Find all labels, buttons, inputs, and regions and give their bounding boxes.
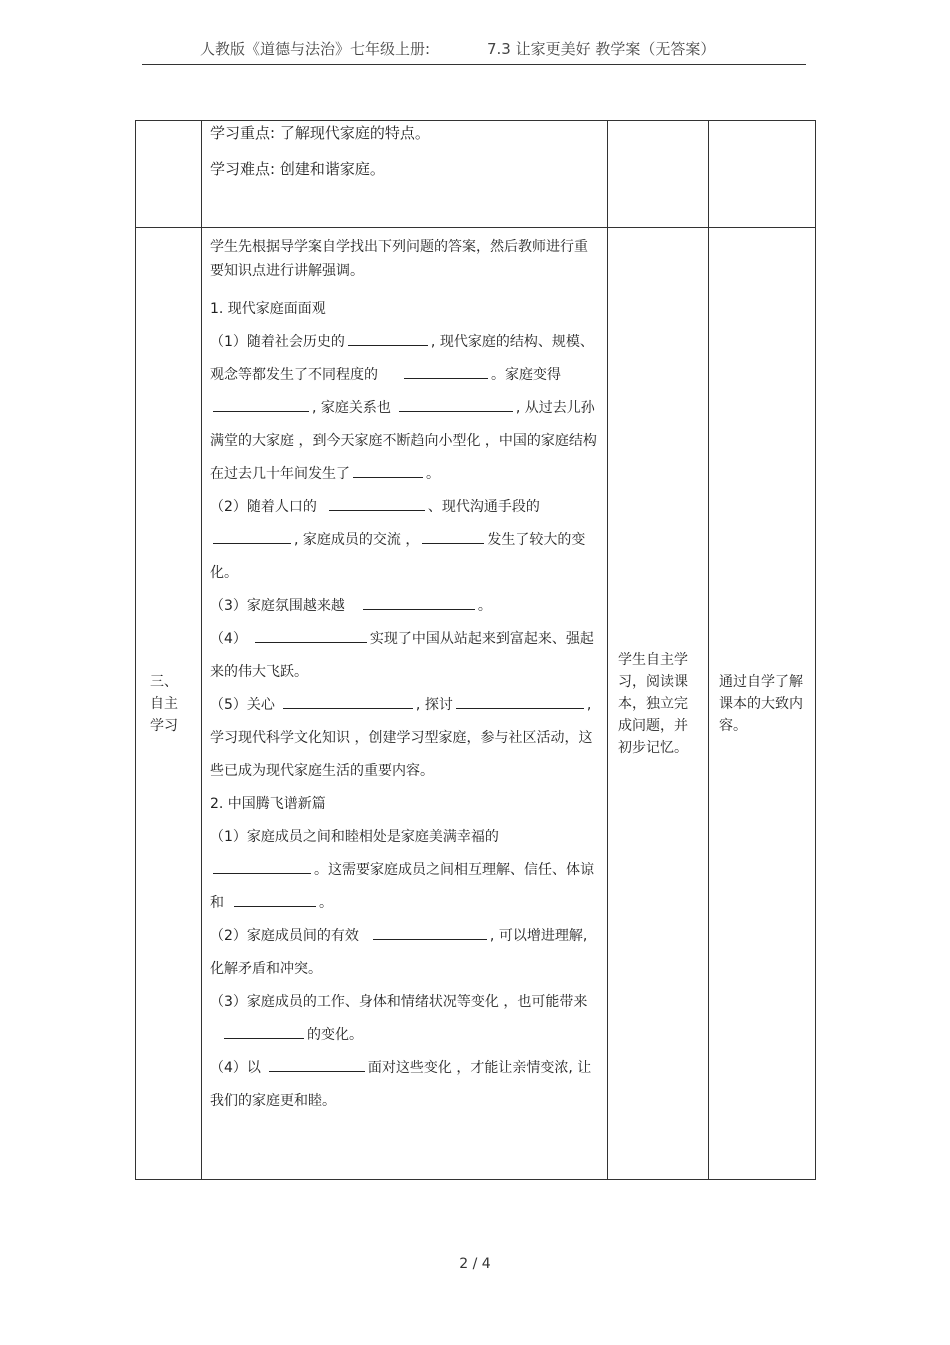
table-row — [136, 228, 816, 1180]
answer-blank[interactable] — [399, 395, 513, 412]
answer-blank[interactable] — [269, 1055, 365, 1072]
learning-difficulty: 学习难点: 创建和谐家庭。 — [210, 160, 385, 178]
question-1-3: （3）家庭氛围越来越 。 — [210, 590, 597, 623]
answer-blank[interactable] — [456, 692, 584, 709]
question-2-3: （3）家庭成员的工作、身体和情绪状况等变化 ，也可能带来的变化。 — [210, 994, 588, 1043]
question-1-4: （4） 实现了中国从站起来到富起来、强起来的伟大飞跃。 — [210, 623, 597, 689]
section-label-line: 学习 — [150, 717, 178, 734]
header-divider — [142, 64, 806, 65]
student-activity: 学生自主学习，阅读课本，独立完成问题，并初步记忆。 — [618, 651, 688, 756]
answer-blank[interactable] — [373, 923, 487, 940]
answer-blank[interactable] — [213, 395, 309, 412]
answer-blank[interactable] — [348, 329, 428, 346]
section-label-line: 三、 — [150, 673, 178, 690]
header-title: 人教版《道德与法治》七年级上册: — [200, 40, 431, 58]
header-lesson: 7.3 让家更美好 教学案（无答案） — [487, 40, 716, 58]
section-label-cell — [136, 228, 202, 1180]
student-activity-cell — [608, 228, 709, 1180]
page-number: 2 / 4 — [459, 1256, 491, 1272]
design-intent-cell — [709, 228, 816, 1180]
table-row — [136, 121, 816, 228]
empty-cell — [709, 121, 816, 228]
question-1-2: （2）随着人口的 、现代沟通手段的, 家庭成员的交流 ， 发生了较大的变化。 — [210, 491, 597, 590]
section-label-line: 自主 — [150, 695, 178, 712]
answer-blank[interactable] — [224, 1022, 304, 1039]
empty-cell — [608, 121, 709, 228]
answer-blank[interactable] — [422, 527, 484, 544]
answer-blank[interactable] — [329, 494, 425, 511]
answer-blank[interactable] — [353, 461, 423, 478]
answer-blank[interactable] — [213, 857, 311, 874]
answer-blank[interactable] — [404, 362, 488, 379]
part1-title: 1. 现代家庭面面观 — [210, 301, 326, 317]
part2-title: 2. 中国腾飞谱新篇 — [210, 796, 326, 812]
empty-label-cell — [136, 121, 202, 228]
content-cell — [202, 228, 608, 1180]
answer-blank[interactable] — [234, 890, 316, 907]
question-1-1: （1）随着社会历史的 , 现代家庭的结构、规模、观念等都发生了不同程度的 。家庭变得, 家庭关系也 , 从过去儿孙满堂的大家庭 ，到今天家庭不断趋向小型化 ，中国的家庭结构在过去几十年间发生了 。 — [210, 326, 597, 491]
answer-blank[interactable] — [255, 626, 367, 643]
question-2-4: （4）以 面对这些变化 ，才能让亲情变浓, 让我们的家庭更和睦。 — [210, 1052, 597, 1118]
focus-cell — [202, 121, 608, 228]
answer-blank[interactable] — [213, 527, 291, 544]
answer-blank[interactable] — [363, 593, 475, 610]
intro-text: 学生先根据导学案自学找出下列问题的答案，然后教师进行重要知识点进行讲解强调。 — [210, 239, 588, 279]
answer-blank[interactable] — [283, 692, 413, 709]
section-label — [136, 671, 201, 737]
question-2-1: （1）家庭成员之间和睦相处是家庭美满幸福的。这需要家庭成员之间相互理解、信任、体谅和 。 — [210, 829, 594, 911]
question-2-2: （2）家庭成员间的有效 , 可以增进理解, 化解矛盾和冲突。 — [210, 920, 597, 986]
design-intent: 通过自学了解课本的大致内容。 — [719, 673, 803, 734]
learning-focus: 学习重点: 了解现代家庭的特点。 — [210, 124, 430, 142]
question-1-5: （5）关心 , 探讨 , 学习现代科学文化知识 ，创建学习型家庭，参与社区活动，这些已成为现代家庭生活的重要内容。 — [210, 689, 597, 788]
lesson-table — [135, 120, 816, 1180]
